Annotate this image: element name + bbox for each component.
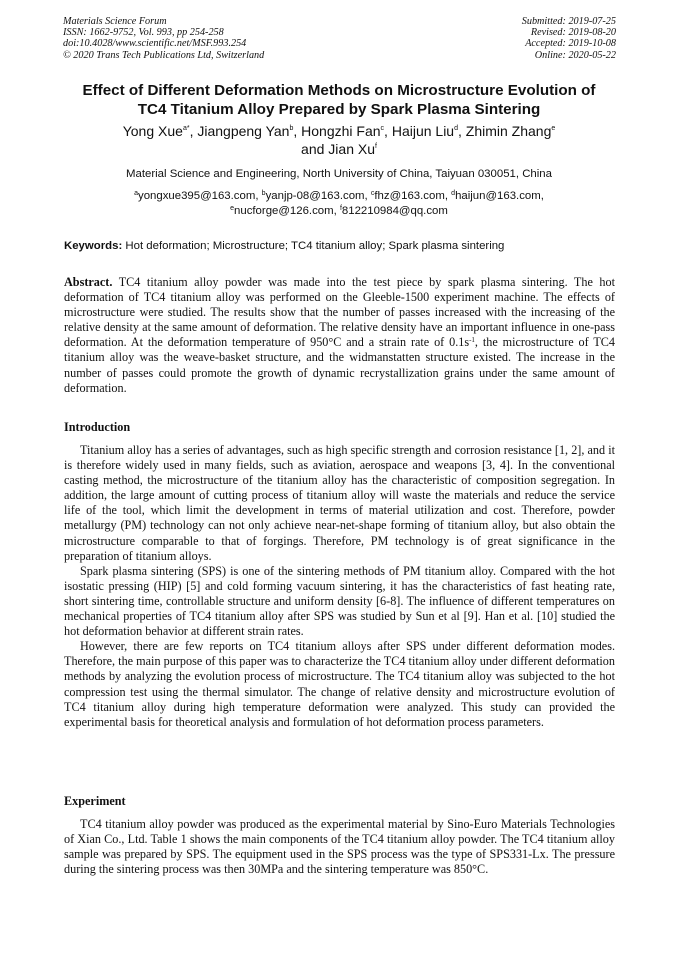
keywords-label: Keywords:: [64, 240, 123, 252]
email-link[interactable]: 812210984@qq.com: [341, 204, 448, 217]
journal-info: [63, 16, 264, 61]
author-name: Zhimin Zhang: [465, 123, 552, 139]
journal-issn: ISSN: 1662-9752, Vol. 993, pp 254-258: [63, 27, 224, 39]
author-name: Jian Xu: [328, 141, 375, 157]
affiliation: Material Science and Engineering, North University of China, Taiyuan 030051, China: [126, 168, 552, 180]
email-mark: c: [370, 190, 375, 197]
paragraph: Spark plasma sintering (SPS) is one of the sintering methods of PM titanium alloy. Compared with the hot isostatic pressing (HIP) [5] and cold forming vacuum sintering, it has the characteristics of fast heating rate, short sintering time, controllable structure and uniform density [6-8]. The influence of different temperatures on mechanical properties of TC4 titanium alloy after SPS was studied by Sun et al [9]. Han et al. [10] studied the hot deformation behavior at different strain rates.: [64, 563, 615, 639]
separator: ,: [458, 123, 466, 139]
journal-doi[interactable]: doi:10.4028/www.scientific.net/MSF.993.254: [63, 38, 247, 50]
introduction-section: [64, 443, 615, 730]
abstract-label: Abstract.: [64, 275, 113, 289]
separator: ,: [444, 190, 452, 202]
email-link[interactable]: nucforge@126.com: [234, 204, 334, 217]
separator: ,: [384, 123, 392, 139]
paper-title: [40, 81, 638, 119]
email-mark: e: [230, 204, 235, 212]
author-name: Haijun Liu: [391, 123, 455, 139]
author-name: Jiangpeng Yan: [197, 123, 290, 139]
section-heading-introduction: Introduction: [64, 420, 131, 434]
author-name: Hongzhi Fan: [301, 123, 381, 139]
email-link[interactable]: haijun@163.com: [455, 190, 541, 202]
email-link[interactable]: yongxue395@163.com: [138, 190, 256, 202]
author-affil-mark: a*: [182, 125, 190, 132]
author-affil-mark: d: [454, 125, 458, 132]
separator: ,: [255, 190, 262, 202]
keywords: [64, 239, 624, 253]
experiment-section: [64, 817, 615, 877]
paragraph: Titanium alloy has a series of advantages, such as high specific strength and corrosion resistance [1, 2], and it is therefore widely used in many fields, such as aviation, aerospace and weapons [3, 4]. In the conventional casting method, the microstructure of the titanium alloy has the characteristic of composition segregation. In addition, the large amount of cutting process of titanium alloy will waste the materials and reduce the service life of the tool, which limit the development in terms of material utilization and cost. Therefore, powder metallurgy (PM) technology can not only achieve near-net-shape forming of titanium alloy, but also obtain the microstructure comparable to that of forgings. Therefore, PM technology is of great significance in the preparation of titanium alloys.: [64, 443, 615, 563]
email-mark: d: [451, 190, 456, 197]
section-heading-experiment: Experiment: [64, 794, 126, 808]
author-affil-mark: b: [289, 125, 294, 132]
paragraph: However, there are few reports on TC4 titanium alloys after SPS under different deformation modes. Therefore, the main purpose of this paper was to characterize the TC4 titanium alloy under different deformation methods by analyzing the evolution process of microstructure. The TC4 titanium alloy was subjected to the hot compression test using the thermal simulator. The change of relative density and microstructure evolution of TC4 titanium alloy during high temperature deformation were analyzed. This study can provided the experimental basis for theoretical analysis and formulation of hot deformation process parameters.: [64, 639, 615, 729]
separator: ,: [364, 190, 371, 202]
date-accepted: Accepted: 2019-10-08: [525, 38, 616, 50]
title-line-1: Effect of Different Deformation Methods on Microstructure Evolution of: [82, 82, 596, 99]
author-conjunction: and: [301, 141, 329, 157]
author-affil-mark: c: [380, 125, 385, 132]
email-mark: f: [339, 204, 342, 212]
date-online: Online: 2020-05-22: [534, 49, 616, 61]
journal-name: Materials Science Forum: [63, 16, 167, 27]
author-list: [40, 122, 638, 158]
author-emails: [40, 189, 638, 218]
separator: ,: [293, 123, 302, 139]
author-affil-mark: f: [375, 143, 377, 150]
journal-copyright: © 2020 Trans Tech Publications Ltd, Switzerland: [63, 49, 265, 61]
separator: ,: [333, 204, 340, 217]
paragraph: TC4 titanium alloy powder was produced as the experimental material by Sino-Euro Materials Technologies of Xian Co., Ltd. Table 1 shows the main components of the TC4 titanium alloy powder. The TC4 titanium alloy sample was prepared by SPS. The equipment used in the SPS process was the type of SPS331-Lx. The pressure during the sintering process was then 30MPa and the sintering temperature was 850°C.: [64, 817, 615, 877]
date-revised: Revised: 2019-08-20: [530, 27, 616, 39]
author-name: Yong Xue: [122, 123, 183, 139]
separator: ,: [540, 190, 544, 202]
email-mark: b: [261, 190, 266, 197]
email-link[interactable]: yanjp-08@163.com: [265, 190, 365, 202]
email-link[interactable]: fhz@163.com: [374, 190, 445, 202]
strain-rate-exponent: -1: [469, 336, 475, 345]
separator: ,: [189, 123, 198, 139]
abstract: [64, 275, 615, 396]
publication-dates: [522, 16, 616, 61]
keywords-text: Hot deformation; Microstructure; TC4 titanium alloy; Spark plasma sintering: [122, 240, 505, 252]
author-affil-mark: e: [551, 125, 556, 132]
email-mark: a: [134, 190, 138, 197]
abstract-text-continued: , the microstructure of TC4 titanium alloy was the weave-basket structure, and the widmanstatten structure existed. The increase in the number of passes could promote the growth of dynamic recrystallization grains under the same amount of deformation.: [64, 335, 615, 395]
date-submitted: Submitted: 2019-07-25: [521, 16, 616, 27]
title-line-2: TC4 Titanium Alloy Prepared by Spark Plasma Sintering: [137, 101, 541, 118]
abstract-text: TC4 titanium alloy powder was made into the test piece by spark plasma sintering. The hot deformation of TC4 titanium alloy was performed on the Gleeble-1500 experiment machine. The effects of microstructure were studied. The results show that the number of passes increased with the increasing of the relative density at the same amount of deformation. The relative density have an important influence in one-pass deformation. At the deformation temperature of 950°C and a strain rate of 0.1s: [64, 275, 615, 350]
